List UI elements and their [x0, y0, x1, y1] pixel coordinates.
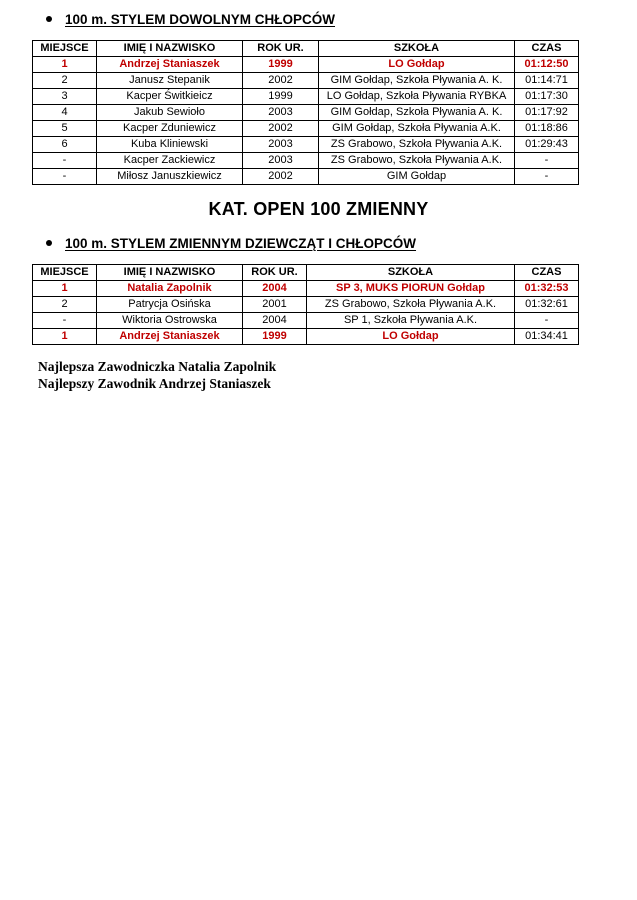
table-row [33, 73, 579, 89]
cell-time: - [515, 153, 579, 169]
cell-place: 1 [33, 281, 97, 297]
cell-name: Wiktoria Ostrowska [97, 313, 243, 329]
col-header-name: IMIĘ I NAZWISKO [97, 265, 243, 281]
results-table-medley [32, 264, 579, 345]
cell-time: 01:29:43 [515, 137, 579, 153]
cell-place: 4 [33, 105, 97, 121]
cell-place: - [33, 169, 97, 185]
cell-name: Kacper Zackiewicz [97, 153, 243, 169]
category-title: KAT. OPEN 100 ZMIENNY [208, 199, 429, 219]
cell-school: ZS Grabowo, Szkoła Pływania A.K. [307, 297, 515, 313]
cell-school: SP 1, Szkoła Pływania A.K. [307, 313, 515, 329]
col-header-place: MIEJSCE [33, 265, 97, 281]
cell-year: 2004 [243, 313, 307, 329]
cell-name: Miłosz Januszkiewicz [97, 169, 243, 185]
table-row [33, 169, 579, 185]
cell-name: Andrzej Staniaszek [97, 329, 243, 345]
col-header-place: MIEJSCE [33, 41, 97, 57]
cell-time: 01:14:71 [515, 73, 579, 89]
cell-year: 2001 [243, 297, 307, 313]
cell-year: 2002 [243, 73, 319, 89]
summary-best-female: Najlepsza Zawodniczka Natalia Zapolnik [38, 359, 277, 374]
table-row [33, 281, 579, 297]
cell-year: 2003 [243, 137, 319, 153]
table-header-row [33, 41, 579, 57]
table-row [33, 105, 579, 121]
cell-time: 01:32:61 [515, 297, 579, 313]
cell-school: GIM Gołdap, Szkoła Pływania A. K. [319, 105, 515, 121]
table-row [33, 153, 579, 169]
cell-place: 2 [33, 73, 97, 89]
cell-place: 5 [33, 121, 97, 137]
col-header-time: CZAS [515, 41, 579, 57]
results-table-freestyle [32, 40, 579, 185]
table-row [33, 121, 579, 137]
cell-time: 01:18:86 [515, 121, 579, 137]
cell-time: 01:34:41 [515, 329, 579, 345]
cell-name: Jakub Sewioło [97, 105, 243, 121]
cell-time: - [515, 169, 579, 185]
cell-school: GIM Gołdap, Szkoła Pływania A.K. [319, 121, 515, 137]
cell-school: ZS Grabowo, Szkoła Pływania A.K. [319, 153, 515, 169]
section1-heading: 100 m. STYLEM DOWOLNYM CHŁOPCÓW [46, 12, 335, 27]
cell-year: 2004 [243, 281, 307, 297]
cell-school: SP 3, MUKS PIORUN Gołdap [307, 281, 515, 297]
cell-place: 6 [33, 137, 97, 153]
cell-year: 2002 [243, 169, 319, 185]
col-header-school: SZKOŁA [307, 265, 515, 281]
col-header-name: IMIĘ I NAZWISKO [97, 41, 243, 57]
cell-school: LO Gołdap [319, 57, 515, 73]
cell-time: 01:17:30 [515, 89, 579, 105]
cell-place: - [33, 153, 97, 169]
cell-name: Kacper Świtkieicz [97, 89, 243, 105]
cell-year: 2003 [243, 153, 319, 169]
table-row [33, 89, 579, 105]
cell-name: Natalia Zapolnik [97, 281, 243, 297]
summary-best-male: Najlepszy Zawodnik Andrzej Staniaszek [38, 376, 271, 391]
cell-school: GIM Gołdap, Szkoła Pływania A. K. [319, 73, 515, 89]
cell-time: 01:32:53 [515, 281, 579, 297]
bullet-icon [46, 16, 52, 22]
col-header-school: SZKOŁA [319, 41, 515, 57]
section2-heading: 100 m. STYLEM ZMIENNYM DZIEWCZĄT I CHŁOPCÓW [46, 236, 416, 251]
cell-place: 1 [33, 329, 97, 345]
table-header-row [33, 265, 579, 281]
cell-name: Kuba Kliniewski [97, 137, 243, 153]
cell-name: Patrycja Osińska [97, 297, 243, 313]
cell-year: 1999 [243, 57, 319, 73]
col-header-time: CZAS [515, 265, 579, 281]
table-row [33, 313, 579, 329]
cell-time: 01:17:92 [515, 105, 579, 121]
cell-year: 2002 [243, 121, 319, 137]
table-row [33, 329, 579, 345]
cell-time: 01:12:50 [515, 57, 579, 73]
col-header-year: ROK UR. [243, 41, 319, 57]
cell-year: 1999 [243, 329, 307, 345]
cell-name: Kacper Zduniewicz [97, 121, 243, 137]
cell-year: 1999 [243, 89, 319, 105]
cell-school: LO Gołdap [307, 329, 515, 345]
cell-year: 2003 [243, 105, 319, 121]
col-header-year: ROK UR. [243, 265, 307, 281]
table-row [33, 137, 579, 153]
cell-place: 2 [33, 297, 97, 313]
cell-place: 1 [33, 57, 97, 73]
cell-name: Andrzej Staniaszek [97, 57, 243, 73]
cell-place: 3 [33, 89, 97, 105]
cell-school: GIM Gołdap [319, 169, 515, 185]
table-row [33, 297, 579, 313]
cell-time: - [515, 313, 579, 329]
cell-school: LO Gołdap, Szkoła Pływania RYBKA [319, 89, 515, 105]
cell-name: Janusz Stepanik [97, 73, 243, 89]
table-row [33, 57, 579, 73]
cell-school: ZS Grabowo, Szkoła Pływania A.K. [319, 137, 515, 153]
cell-place: - [33, 313, 97, 329]
bullet-icon [46, 240, 52, 246]
